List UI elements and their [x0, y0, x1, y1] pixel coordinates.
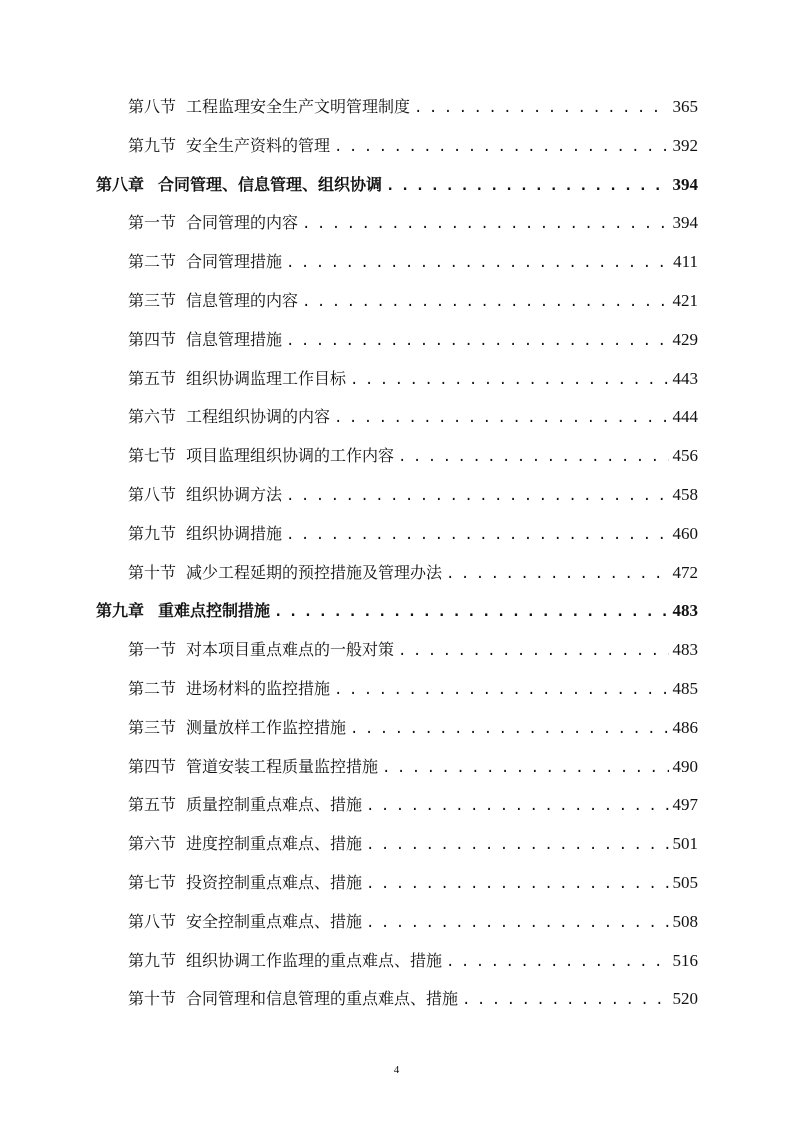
toc-entry-number: 第三节 — [128, 717, 177, 737]
toc-entry-page: 490 — [672, 756, 698, 776]
toc-entry-number: 第八节 — [128, 97, 177, 116]
toc-leader-dots — [366, 835, 668, 855]
toc-entry-page: 516 — [672, 950, 698, 970]
toc-entry-page: 429 — [672, 329, 698, 349]
toc-entry-label — [128, 97, 410, 117]
toc-entry-number: 第四节 — [128, 329, 177, 349]
toc-leader-dots — [274, 602, 668, 622]
toc-leader-dots — [366, 874, 668, 894]
toc-entry-title: 减少工程延期的预控措施及管理办法 — [186, 562, 443, 582]
toc-entry-title: 安全控制重点难点、措施 — [186, 911, 363, 931]
toc-entry-title: 工程组织协调的内容 — [186, 407, 331, 427]
toc-leader-dots — [398, 447, 668, 467]
toc-entry-label — [128, 213, 298, 233]
toc-section-entry[interactable] — [128, 369, 698, 390]
toc-entry-label — [128, 834, 362, 854]
toc-entry-number: 第五节 — [128, 368, 177, 388]
toc-leader-dots — [302, 214, 668, 234]
toc-leader-dots — [286, 253, 669, 273]
toc-entry-title: 项目监理组织协调的工作内容 — [186, 446, 395, 466]
toc-chapter-entry[interactable] — [96, 601, 698, 622]
toc-section-entry[interactable] — [128, 718, 698, 739]
toc-entry-title: 组织协调工作监理的重点难点、措施 — [186, 950, 443, 970]
toc-entry-label — [128, 330, 282, 350]
toc-entry-number: 第八节 — [128, 485, 177, 504]
toc-entry-page: 472 — [672, 562, 698, 582]
toc-leader-dots — [386, 176, 668, 196]
toc-section-entry[interactable] — [128, 873, 698, 894]
toc-entry-label — [128, 951, 442, 971]
toc-entry-page: 394 — [672, 213, 698, 233]
toc-entry-number: 第九节 — [128, 523, 177, 543]
toc-entry-number: 第八章 — [96, 174, 145, 194]
toc-leader-dots — [382, 758, 668, 778]
toc-entry-title: 管道安装工程质量监控措施 — [186, 756, 379, 776]
toc-entry-title: 组织协调措施 — [186, 523, 283, 543]
toc-entry-page: 508 — [672, 911, 698, 931]
toc-entry-number: 第十节 — [128, 989, 177, 1009]
toc-entry-page: 505 — [672, 873, 698, 892]
toc-entry-title: 进场材料的监控措施 — [186, 679, 331, 698]
toc-entry-title: 合同管理、信息管理、组织协调 — [158, 174, 383, 194]
toc-section-entry[interactable] — [128, 563, 698, 584]
toc-entry-page: 394 — [672, 174, 698, 194]
toc-leader-dots — [414, 98, 668, 118]
toc-section-entry[interactable] — [128, 912, 698, 933]
toc-entry-number: 第七节 — [128, 873, 177, 892]
toc-entry-number: 第十节 — [128, 562, 177, 582]
toc-entry-number: 第一节 — [128, 640, 177, 660]
toc-entry-number: 第八节 — [128, 911, 177, 931]
toc-entry-title: 进度控制重点难点、措施 — [186, 834, 363, 854]
toc-entry-label — [128, 446, 394, 466]
toc-leader-dots — [334, 408, 668, 428]
toc-entry-label — [128, 136, 330, 156]
toc-entry-page: 458 — [672, 485, 698, 504]
toc-section-entry[interactable] — [128, 446, 698, 467]
toc-leader-dots — [350, 719, 668, 739]
toc-entry-page: 456 — [672, 446, 698, 466]
toc-entry-page: 365 — [672, 97, 698, 116]
toc-entry-page: 497 — [672, 795, 698, 815]
toc-leader-dots — [462, 990, 668, 1010]
toc-entry-label — [96, 175, 382, 195]
toc-entry-number: 第九节 — [128, 135, 177, 155]
toc-entry-page: 460 — [672, 523, 698, 543]
toc-entry-page: 421 — [672, 291, 698, 310]
toc-section-entry[interactable] — [128, 834, 698, 855]
toc-entry-title: 安全生产资料的管理 — [186, 135, 331, 155]
toc-leader-dots — [446, 564, 668, 584]
toc-leader-dots — [398, 641, 668, 661]
toc-chapter-entry[interactable] — [96, 175, 698, 196]
toc-leader-dots — [286, 525, 668, 545]
toc-leader-dots — [302, 292, 668, 312]
toc-entry-title: 质量控制重点难点、措施 — [186, 795, 363, 815]
toc-entry-label — [128, 485, 282, 505]
toc-entry-title: 工程监理安全生产文明管理制度 — [186, 97, 411, 116]
toc-entry-label — [128, 563, 442, 583]
toc-entry-title: 对本项目重点难点的一般对策 — [186, 640, 395, 660]
toc-section-entry[interactable] — [128, 679, 698, 700]
toc-entry-title: 合同管理措施 — [186, 252, 283, 272]
toc-leader-dots — [286, 331, 668, 351]
toc-entry-label — [128, 679, 330, 699]
toc-entry-label — [128, 912, 362, 932]
toc-section-entry[interactable] — [128, 640, 698, 661]
toc-entry-number: 第七节 — [128, 446, 177, 466]
toc-entry-label — [128, 369, 346, 389]
toc-entry-title: 组织协调监理工作目标 — [186, 368, 347, 388]
toc-entry-title: 信息管理的内容 — [186, 291, 299, 310]
toc-entry-label — [128, 252, 282, 272]
toc-entry-page: 411 — [673, 252, 698, 272]
toc-entry-number: 第九章 — [96, 601, 145, 621]
toc-leader-dots — [366, 796, 668, 816]
toc-entry-page: 392 — [672, 135, 698, 155]
toc-entry-number: 第六节 — [128, 407, 177, 427]
toc-section-entry[interactable] — [128, 795, 698, 816]
toc-section-entry[interactable] — [128, 524, 698, 545]
page-number: 4 — [393, 1064, 400, 1076]
toc-entry-label — [128, 640, 394, 660]
toc-entry-page: 483 — [672, 640, 698, 660]
toc-section-entry[interactable] — [128, 989, 698, 1010]
toc-section-entry[interactable] — [128, 291, 698, 312]
toc-entry-title: 投资控制重点难点、措施 — [186, 873, 363, 892]
toc-entry-label — [96, 601, 270, 621]
toc-entry-label — [128, 873, 362, 893]
toc-entry-page: 444 — [672, 407, 698, 427]
toc-entry-label — [128, 718, 346, 738]
toc-entry-number: 第三节 — [128, 291, 177, 310]
toc-leader-dots — [350, 370, 668, 390]
toc-section-entry[interactable] — [128, 485, 698, 506]
toc-entry-label — [128, 291, 298, 311]
toc-entry-number: 第六节 — [128, 834, 177, 854]
toc-entry-label — [128, 524, 282, 544]
toc-entry-number: 第一节 — [128, 213, 177, 233]
toc-entry-number: 第四节 — [128, 756, 177, 776]
toc-entry-title: 合同管理的内容 — [186, 213, 299, 233]
toc-section-entry[interactable] — [128, 252, 698, 273]
toc-entry-number: 第五节 — [128, 795, 177, 815]
toc-section-entry[interactable] — [128, 951, 698, 972]
toc-section-entry[interactable] — [128, 136, 698, 157]
toc-entry-page: 483 — [672, 601, 698, 621]
toc-section-entry[interactable] — [128, 330, 698, 351]
toc-entry-number: 第二节 — [128, 679, 177, 698]
toc-leader-dots — [334, 680, 668, 700]
toc-entry-page: 520 — [672, 989, 698, 1009]
toc-entry-title: 组织协调方法 — [186, 485, 283, 504]
toc-entry-page: 486 — [672, 717, 698, 737]
toc-section-entry[interactable] — [128, 757, 698, 778]
toc-entry-title: 合同管理和信息管理的重点难点、措施 — [186, 989, 459, 1009]
toc-section-entry[interactable] — [128, 97, 698, 118]
toc-entry-label — [128, 989, 458, 1009]
toc-entry-number: 第二节 — [128, 252, 177, 272]
toc-entry-page: 501 — [672, 834, 698, 854]
toc-entry-page: 443 — [672, 368, 698, 388]
toc-section-entry[interactable] — [128, 407, 698, 428]
toc-entry-title: 信息管理措施 — [186, 329, 283, 349]
toc-entry-number: 第九节 — [128, 950, 177, 970]
toc-entry-label — [128, 795, 362, 815]
toc-entry-page: 485 — [672, 679, 698, 698]
toc-section-entry[interactable] — [128, 213, 698, 234]
toc-entry-label — [128, 757, 378, 777]
toc-leader-dots — [446, 952, 668, 972]
toc-entry-title: 重难点控制措施 — [158, 601, 271, 621]
toc-leader-dots — [334, 137, 668, 157]
toc-entry-title: 测量放样工作监控措施 — [186, 717, 347, 737]
toc-entry-label — [128, 407, 330, 427]
toc-leader-dots — [366, 913, 668, 933]
toc-leader-dots — [286, 486, 668, 506]
